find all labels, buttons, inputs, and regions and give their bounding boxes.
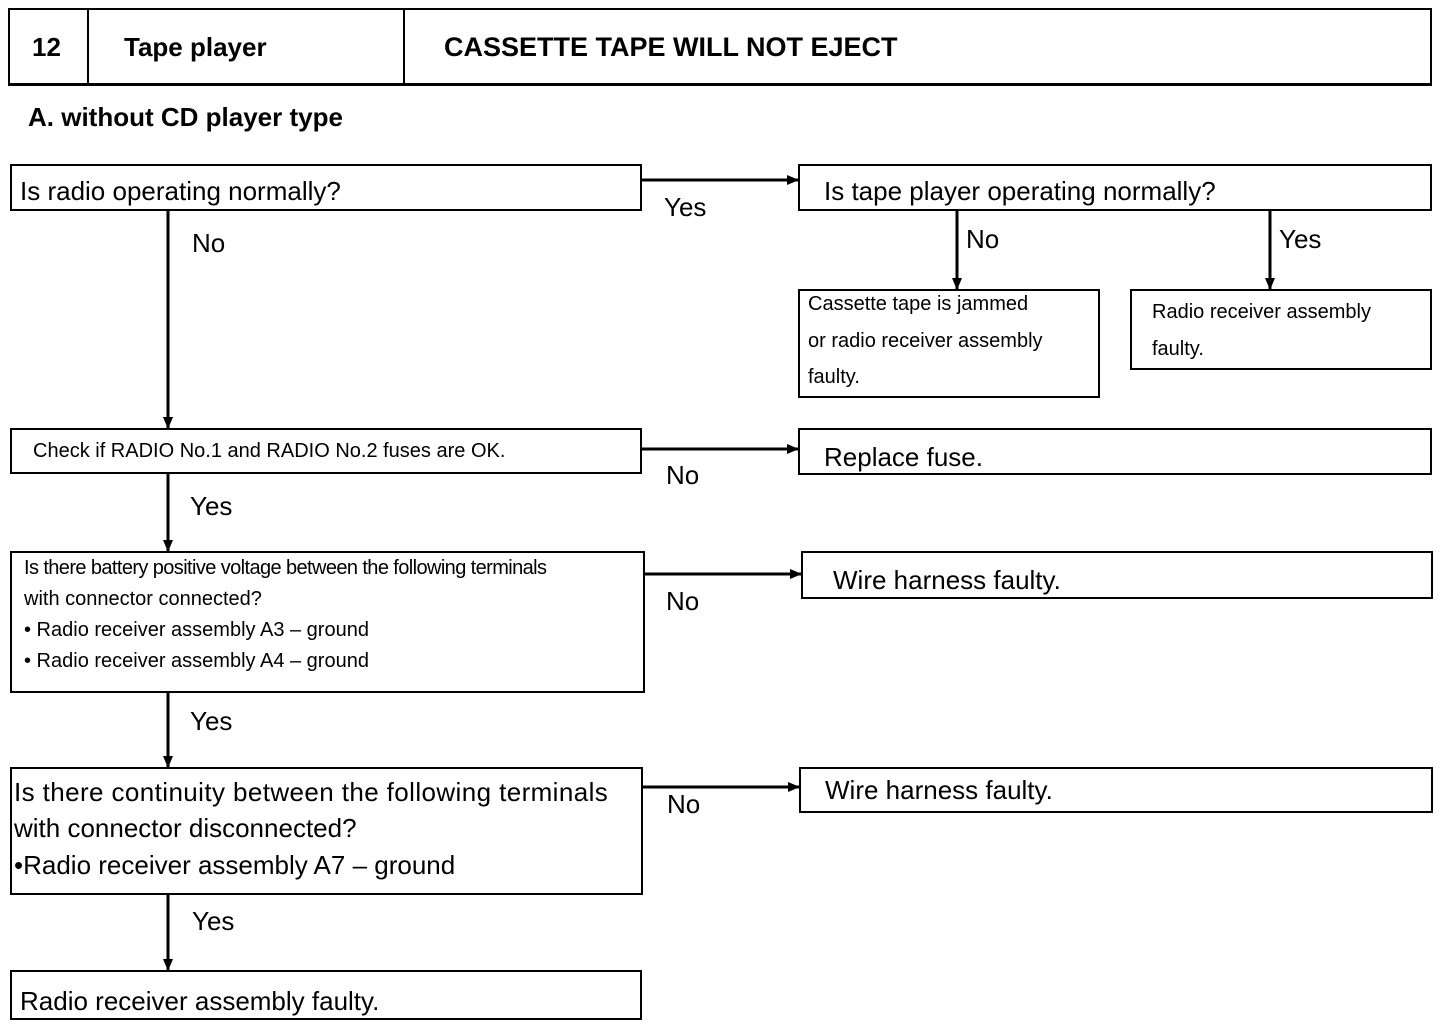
- node-jammed-line-3: faulty.: [808, 366, 860, 388]
- node-voltage-question: [10, 551, 645, 693]
- label-continuity-no: No: [667, 789, 701, 819]
- node-tape-question-text: Is tape player operating normally?: [824, 176, 1216, 206]
- node-harness-1-text: Wire harness faulty.: [833, 565, 1061, 595]
- node-radio-question: [10, 164, 642, 211]
- label-fuses-no: No: [666, 460, 700, 490]
- node-receiver-faulty-top: [1130, 289, 1432, 370]
- node-radio-question-text: Is radio operating normally?: [20, 176, 341, 206]
- header-symptom: CASSETTE TAPE WILL NOT EJECT: [444, 31, 898, 62]
- node-harness-faulty-2: [799, 767, 1433, 813]
- label-tape-yes: Yes: [1279, 224, 1322, 254]
- node-receiver-top-line-2: faulty.: [1152, 338, 1204, 360]
- label-continuity-yes: Yes: [192, 906, 235, 936]
- node-continuity-line-2: with connector disconnected?: [14, 813, 357, 843]
- node-jammed-result: [798, 289, 1100, 398]
- node-harness-faulty-1: [801, 551, 1433, 599]
- node-receiver-faulty-bottom: [10, 970, 642, 1020]
- node-receiver-top-line-1: Radio receiver assembly: [1152, 301, 1371, 323]
- node-replace-fuse: [798, 428, 1432, 475]
- label-voltage-no: No: [666, 586, 700, 616]
- header-system: Tape player: [124, 31, 267, 62]
- subtitle: A. without CD player type: [28, 102, 343, 132]
- label-tape-no: No: [966, 224, 1000, 254]
- node-jammed-line-2: or radio receiver assembly: [808, 330, 1043, 352]
- node-tape-question: [798, 164, 1432, 211]
- node-voltage-line-3: • Radio receiver assembly A3 – ground: [24, 619, 369, 641]
- label-radio-yes: Yes: [664, 192, 707, 222]
- node-continuity-line-3: •Radio receiver assembly A7 – ground: [14, 850, 456, 880]
- label-fuses-yes: Yes: [190, 491, 233, 521]
- node-voltage-line-4: • Radio receiver assembly A4 – ground: [24, 650, 369, 672]
- node-receiver-bottom-text: Radio receiver assembly faulty.: [20, 986, 380, 1016]
- label-voltage-yes: Yes: [190, 706, 233, 736]
- node-voltage-line-2: with connector connected?: [24, 588, 262, 610]
- node-continuity-question: [10, 767, 643, 895]
- node-harness-2-text: Wire harness faulty.: [825, 775, 1053, 805]
- node-jammed-line-1: Cassette tape is jammed: [808, 293, 1029, 315]
- node-fuses-question-text: Check if RADIO No.1 and RADIO No.2 fuses are OK.: [33, 440, 506, 462]
- node-continuity-line-1: Is there continuity between the following terminals: [14, 777, 609, 807]
- node-fuses-question: [10, 428, 642, 474]
- node-voltage-line-1: Is there battery positive voltage between the following terminals: [24, 557, 547, 579]
- node-replace-fuse-text: Replace fuse.: [824, 442, 983, 472]
- header-number: 12: [32, 31, 61, 62]
- label-radio-no: No: [192, 228, 226, 258]
